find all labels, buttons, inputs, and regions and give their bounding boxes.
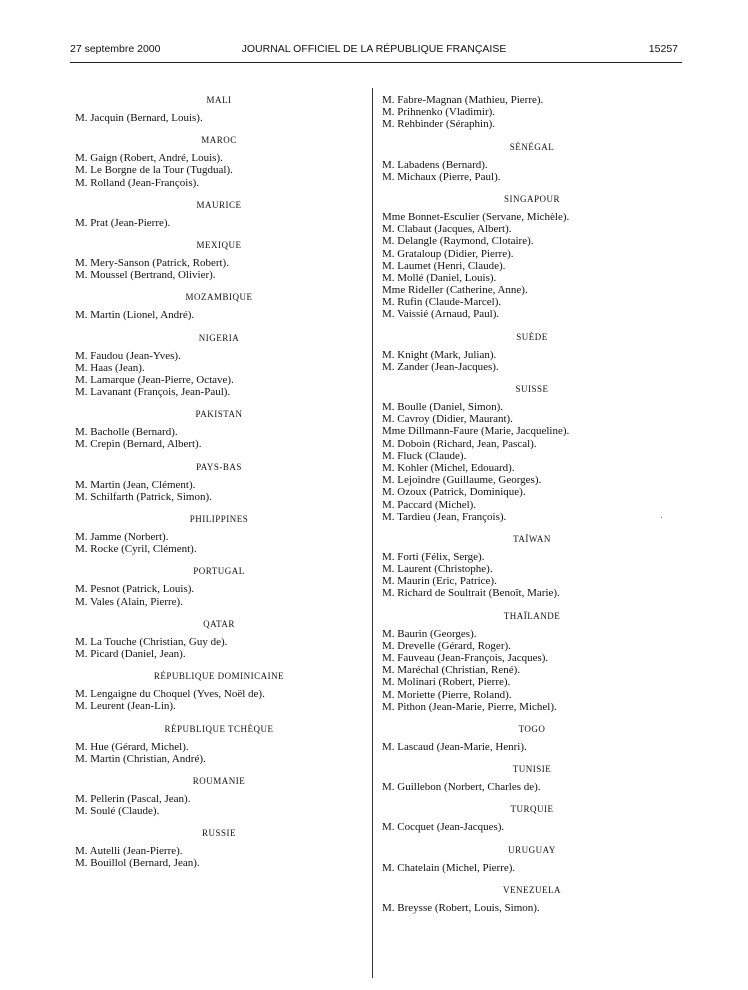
- entry: M. Lavanant (François, Jean-Paul).: [75, 386, 231, 399]
- entry: M. Zander (Jean-Jacques).: [382, 360, 499, 373]
- country-section: [75, 291, 363, 321]
- entry: M. Tardieu (Jean, François).: [382, 510, 507, 523]
- country-heading: SÉNÉGAL: [509, 141, 555, 152]
- entry: M. Pesnot (Patrick, Louis).: [75, 583, 195, 596]
- entry: M. Cavroy (Didier, Maurant).: [382, 413, 513, 426]
- country-section: [75, 94, 363, 124]
- entry: M. Mollé (Daniel, Louis).: [382, 271, 497, 284]
- entry: M. Paccard (Michel).: [382, 498, 477, 511]
- country-heading: MEXIQUE: [196, 239, 242, 250]
- country-section: [382, 141, 682, 183]
- entry: M. Delangle (Raymond, Clotaire).: [382, 235, 534, 248]
- country-section: [382, 884, 682, 914]
- entry: M. Faudou (Jean-Yves).: [75, 349, 181, 362]
- entry: M. Baurin (Georges).: [382, 627, 477, 640]
- entry: M. Doboin (Richard, Jean, Pascal).: [382, 437, 537, 450]
- country-heading: QATAR: [203, 618, 235, 629]
- entry: M. Soulé (Claude).: [75, 805, 160, 818]
- entry: M. Gaign (Robert, André, Louis).: [75, 152, 223, 165]
- entry: M. Lejoindre (Guillaume, Georges).: [382, 474, 542, 487]
- country-section: [75, 565, 363, 607]
- country-section: [75, 461, 363, 503]
- entry: M. Cocquet (Jean-Jacques).: [382, 821, 505, 834]
- country-heading: PAKISTAN: [195, 409, 243, 420]
- entry: M. Haas (Jean).: [75, 361, 145, 374]
- entry: M. Lamarque (Jean-Pierre, Octave).: [75, 373, 234, 386]
- page-header: [0, 43, 748, 57]
- country-heading: THAÏLANDE: [503, 610, 561, 621]
- entry: M. Rehbinder (Séraphin).: [382, 118, 496, 131]
- country-heading: RUSSIE: [201, 828, 236, 839]
- country-heading: MAURICE: [196, 199, 242, 210]
- entry: M. Vales (Alain, Pierre).: [75, 595, 183, 608]
- entry: M. Prat (Jean-Pierre).: [75, 216, 171, 229]
- entry: M. Bouillol (Bernard, Jean).: [75, 857, 200, 870]
- country-section: [75, 239, 363, 281]
- country-section: [382, 610, 682, 713]
- country-heading: TAÏWAN: [513, 533, 551, 544]
- header-rule: [70, 62, 682, 63]
- country-section: [382, 533, 682, 600]
- country-section: [382, 844, 682, 874]
- left-column: [75, 94, 363, 870]
- country-heading: SINGAPOUR: [503, 193, 560, 204]
- entry: M. Mery-Sanson (Patrick, Robert).: [75, 256, 229, 269]
- entry: M. Knight (Mark, Julian).: [382, 348, 497, 361]
- country-heading: NIGERIA: [198, 332, 240, 343]
- country-heading: MALI: [206, 95, 232, 105]
- header-page-number: 15257: [648, 43, 678, 55]
- entry: M. Fabre-Magnan (Mathieu, Pierre).: [382, 94, 544, 106]
- country-section: [75, 332, 363, 399]
- country-heading: MOZAMBIQUE: [185, 292, 253, 303]
- country-heading: PAYS-BAS: [196, 461, 242, 472]
- entry: M. Richard de Soultrait (Benoît, Marie).: [382, 587, 560, 600]
- entry: M. Martin (Christian, André).: [75, 752, 206, 765]
- entry: M. Forti (Félix, Serge).: [382, 550, 485, 563]
- entry: M. Labadens (Bernard).: [382, 158, 488, 171]
- country-heading: TURQUIE: [510, 804, 554, 815]
- entry: M. Fauveau (Jean-François, Jacques).: [382, 652, 549, 664]
- entry: M. Leurent (Jean-Lin).: [75, 700, 176, 713]
- country-heading: ROUMANIE: [192, 775, 246, 786]
- continuation-entries: [382, 94, 682, 131]
- country-heading: PORTUGAL: [193, 566, 245, 577]
- entry: M. Michaux (Pierre, Paul).: [382, 170, 501, 183]
- country-section: [75, 199, 363, 229]
- entry: M. Rocke (Cyril, Clément).: [75, 543, 197, 556]
- entry: M. Jamme (Norbert).: [75, 531, 169, 543]
- country-section: [75, 513, 363, 555]
- entry: M. Kohler (Michel, Edouard).: [382, 461, 515, 474]
- entry: M. Schilfarth (Patrick, Simon).: [75, 490, 212, 503]
- country-heading: PHILIPPINES: [189, 514, 249, 524]
- country-section: [75, 723, 363, 765]
- entry: M. Moussel (Bertrand, Olivier).: [75, 269, 216, 282]
- country-heading: VENEZUELA: [503, 884, 561, 895]
- country-heading: RÉPUBLIQUE DOMINICAINE: [153, 671, 285, 682]
- entry: M. Fluck (Claude).: [382, 449, 467, 462]
- entry: M. Martin (Lionel, André).: [75, 309, 195, 322]
- entry: M. Martin (Jean, Clément).: [75, 478, 196, 491]
- entry: M. Hue (Gérard, Michel).: [75, 740, 189, 753]
- country-heading: MAROC: [201, 135, 237, 146]
- entry: M. Breysse (Robert, Louis, Simon).: [382, 901, 540, 914]
- entry: M. Lengaigne du Choquel (Yves, Noël de).: [75, 688, 265, 701]
- entry: M. Lascaud (Jean-Marie, Henri).: [382, 740, 527, 753]
- country-section: [382, 723, 682, 753]
- entry: M. Vaissié (Arnaud, Paul).: [382, 308, 500, 321]
- country-heading: URUGUAY: [508, 844, 556, 855]
- entry: Mme Bonnet-Esculier (Servane, Michèle).: [382, 210, 570, 223]
- country-heading: TOGO: [518, 723, 546, 734]
- entry: M. Chatelain (Michel, Pierre).: [382, 861, 516, 874]
- country-section: [75, 134, 363, 189]
- entry: M. Picard (Daniel, Jean).: [75, 647, 186, 660]
- entry: M. Grataloup (Didier, Pierre).: [382, 247, 514, 260]
- entry: M. Prihnenko (Vladimir).: [382, 106, 496, 119]
- entry: M. Jacquin (Bernard, Louis).: [75, 112, 203, 124]
- entry: M. Clabaut (Jacques, Albert).: [382, 223, 512, 236]
- entry: M. Pithon (Jean-Marie, Pierre, Michel).: [382, 700, 557, 713]
- country-heading: SUISSE: [515, 384, 549, 394]
- entry: M. Laurent (Christophe).: [382, 563, 493, 576]
- entry: M. Molinari (Robert, Pierre).: [382, 676, 511, 689]
- entry: Mme Dillmann-Faure (Marie, Jacqueline).: [382, 425, 570, 438]
- country-section: [382, 331, 682, 373]
- right-column: [382, 94, 682, 914]
- country-section: [382, 193, 682, 321]
- entry: M. Laumet (Henri, Claude).: [382, 259, 506, 272]
- country-heading: SUÈDE: [516, 331, 548, 342]
- country-section: [382, 383, 682, 523]
- column-divider: [372, 88, 373, 978]
- country-section: [75, 618, 363, 660]
- header-title: JOURNAL OFFICIEL DE LA RÉPUBLIQUE FRANÇAISE: [241, 43, 507, 55]
- entry: M. La Touche (Christian, Guy de).: [75, 635, 228, 648]
- entry: M. Ozoux (Patrick, Dominique).: [382, 486, 526, 499]
- country-section: [382, 763, 682, 793]
- entry: M. Boulle (Daniel, Simon).: [382, 401, 503, 413]
- entry: M. Autelli (Jean-Pierre).: [75, 845, 183, 858]
- entry: M. Bacholle (Bernard).: [75, 426, 178, 439]
- header-date: 27 septembre 2000: [70, 43, 161, 55]
- entry: M. Maréchal (Christian, René).: [382, 664, 521, 677]
- country-section: [75, 827, 363, 869]
- entry: M. Rolland (Jean-François).: [75, 176, 200, 189]
- entry: M. Pellerin (Pascal, Jean).: [75, 792, 191, 805]
- country-section: [75, 775, 363, 817]
- country-section: [75, 408, 363, 450]
- entry: M. Drevelle (Gérard, Roger).: [382, 639, 511, 652]
- country-section: [382, 803, 682, 833]
- country-heading: RÉPUBLIQUE TCHÈQUE: [164, 723, 274, 734]
- entry: Mme Rideller (Catherine, Anne).: [382, 284, 528, 297]
- entry: M. Guillebon (Norbert, Charles de).: [382, 781, 541, 794]
- entry: M. Crepin (Bernard, Albert).: [75, 438, 202, 451]
- country-section: [75, 670, 363, 712]
- entry: M. Moriette (Pierre, Roland).: [382, 688, 512, 701]
- country-heading: TUNISIE: [512, 764, 552, 775]
- entry: M. Maurin (Eric, Patrice).: [382, 575, 497, 588]
- entry: M. Rufin (Claude-Marcel).: [382, 296, 502, 309]
- entry: M. Le Borgne de la Tour (Tugdual).: [75, 164, 233, 177]
